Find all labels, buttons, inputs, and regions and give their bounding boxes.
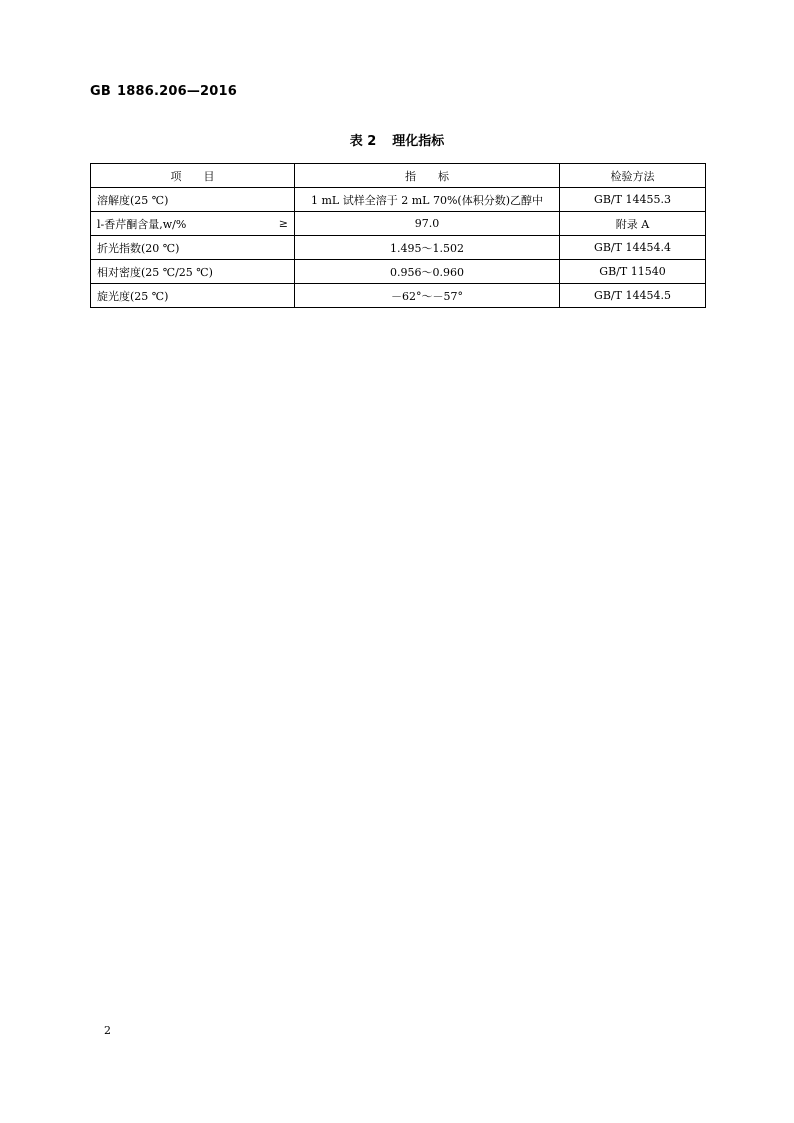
row-spec-value: 0.956～0.960 <box>295 260 560 284</box>
row-test-method: GB/T 14454.5 <box>560 284 706 308</box>
physicochemical-spec-table <box>90 163 706 308</box>
page-number: 2 <box>104 1024 111 1037</box>
row-spec-value: －62°～－57° <box>295 284 560 308</box>
table-title: 理化指标 <box>392 134 445 149</box>
table-row <box>91 236 706 260</box>
table-number: 表 2 <box>349 134 377 149</box>
row-spec-value: 97.0 <box>295 212 560 236</box>
column-header-item: 项 目 <box>91 164 295 188</box>
standard-number: 1886.206—2016 <box>116 84 238 99</box>
row-item-label: 相对密度(25 ℃/25 ℃) <box>97 265 213 279</box>
row-test-method: GB/T 11540 <box>560 260 706 284</box>
row-item-wrap <box>97 216 288 232</box>
row-test-method: 附录 A <box>560 212 706 236</box>
row-test-method: GB/T 14454.4 <box>560 236 706 260</box>
row-item-wrap <box>97 288 288 304</box>
row-item-label: l-香芹酮含量,w/% <box>97 217 187 231</box>
row-item-label: 旋光度(25 ℃) <box>97 289 169 303</box>
row-item-wrap <box>97 264 288 280</box>
row-test-method: GB/T 14455.3 <box>560 188 706 212</box>
standard-prefix: GB <box>90 84 111 99</box>
row-item <box>91 284 295 308</box>
row-spec-value: 1 mL 试样全溶于 2 mL 70%(体积分数)乙醇中 <box>295 188 560 212</box>
document-header <box>90 84 237 99</box>
row-item <box>91 260 295 284</box>
table-header-row <box>91 164 706 188</box>
table-row <box>91 284 706 308</box>
row-item <box>91 236 295 260</box>
row-item <box>91 188 295 212</box>
row-item-wrap <box>97 192 288 208</box>
table-row <box>91 188 706 212</box>
row-item <box>91 212 295 236</box>
row-item-label: 溶解度(25 ℃) <box>97 193 169 207</box>
column-header-spec: 指 标 <box>295 164 560 188</box>
table-caption <box>0 130 794 149</box>
row-item-qualifier: ≥ <box>278 217 288 230</box>
row-item-label: 折光指数(20 ℃) <box>97 241 180 255</box>
row-item-wrap <box>97 240 288 256</box>
table-row <box>91 212 706 236</box>
row-spec-value: 1.495～1.502 <box>295 236 560 260</box>
column-header-method: 检验方法 <box>560 164 706 188</box>
table-row <box>91 260 706 284</box>
